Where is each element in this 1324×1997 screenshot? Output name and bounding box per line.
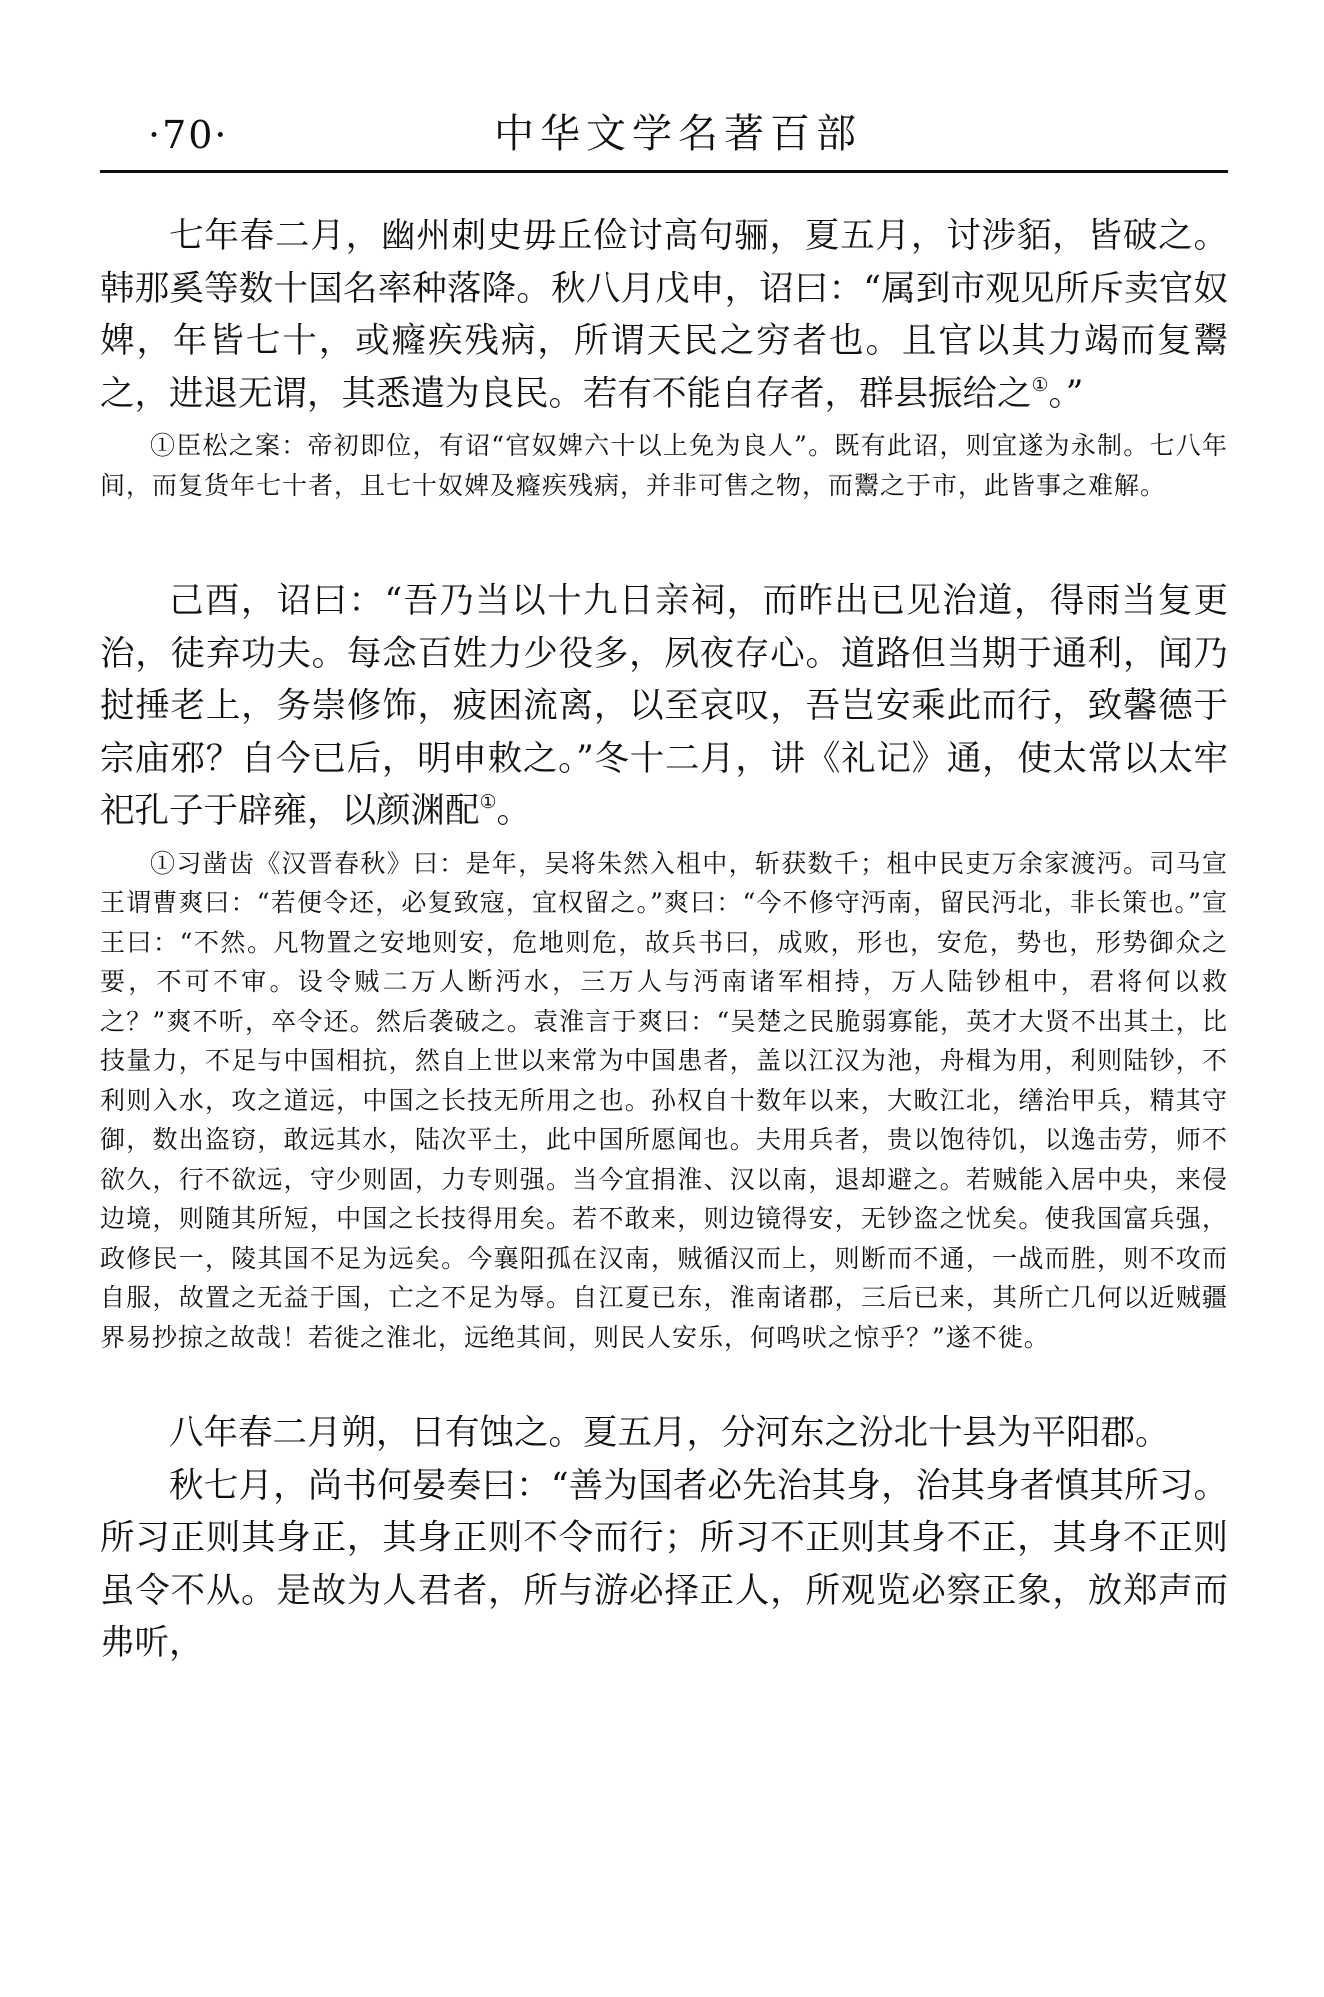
annotation-text: 习凿齿《汉晋春秋》曰：是年，吴将朱然入柤中，斩获数千；柤中民吏万余家渡沔。司马宣王谓曹爽曰：“若便令还，必复致寇，宜权留之。”爽曰：“今不修守沔南，留民沔北，非长策也。”宣王曰：“不然。凡物置之安地则安，危地则危，故兵书曰，成败，形也，安危，势也，形势御众之要，不可不审。设令贼二万人断沔水，三万人与沔南诸军相持，万人陆钞柤中，君将何以救之？”爽不听，卒令还。然后袭破之。袁淮言于爽曰：“吴楚之民脆弱寡能，英才大贤不出其土，比技量力，不足与中国相抗，然自上世以来常为中国患者，盖以江汉为池，舟楫为用，利则陆钞，不利则入水，攻之道远，中国之长技无所用之也。孙权自十数年以来，大畋江北，缮治甲兵，精其守御，数出盗窃，敢远其水，陆次平土，此中国所愿闻也。夫用兵者，贵以饱待饥，以逸击劳，师不欲久，行不欲远，守少则固，力专则强。当今宜捐淮、汉以南，退却避之。若贼能入居中央，来侵边境，则随其所短，中国之长技得用矣。若不敢来，则边镜得安，无钞盗之忧矣。使我国富兵强，政修民一，陵其国不足为远矣。今襄阳孤在汉南，贼循汉而上，则断而不通，一战而胜，则不攻而自服，故置之无益于国，亡之不足为辱。自江夏已东，淮南诸郡，三后已来，其所亡几何以近贼疆界易抄掠之故哉！若徙之淮北，远绝其间，则民人安乐，何鸣吠之惊乎？”遂不徙。 (100, 848, 1228, 1352)
spacer (100, 505, 1228, 575)
annotation-1 (100, 426, 1228, 505)
footnote-reference: ① (1031, 373, 1049, 396)
paragraph-text: 八年春二月朔，日有蚀之。夏五月，分河东之汾北十县为平阳郡。 (169, 1413, 1170, 1453)
book-title: 中华文学名著百部 (494, 111, 862, 157)
paragraph-year-8 (100, 1407, 1228, 1460)
annotation-text: 臣松之案：帝初即位，有诏“官奴婢六十以上免为良人”。既有此诏，则宜遂为永制。七八年间，而复货年七十者，且七十奴婢及癃疾残病，并非可售之物，而鬻之于市，此皆事之难解。 (100, 431, 1228, 500)
paragraph-tail: 。” (1048, 373, 1084, 414)
page-body (100, 210, 1228, 1670)
paragraph-text: 己酉，诏曰：“吾乃当以十九日亲祠，而昨出已见治道，得雨当复更治，徒弃功夫。每念百姓力少役多，夙夜存心。道路但当期于通利，闻乃挝捶老上，务崇修饰，疲困流离，以至哀叹，吾岂安乘此而行，致馨德于宗庙邪？自今已后，明申敕之。”冬十二月，讲《礼记》通，使太常以太牢祀孔子于辟雍，以颜渊配 (100, 581, 1228, 831)
paragraph-tail: 。 (496, 791, 532, 831)
spacer (100, 1357, 1228, 1407)
footnote-reference: ① (479, 791, 497, 813)
paragraph-jiyou-edict (100, 575, 1228, 838)
paragraph-text: 七年春二月，幽州刺史毋丘俭讨高句骊，夏五月，讨涉貊，皆破之。韩那奚等数十国名率种落降。秋八月戊申，诏曰：“属到市观见所斥卖官奴婢，年皆七十，或癃疾残病，所谓天民之穷者也。且官以其力竭而复鬻之，进退无谓，其悉遣为良民。若有不能自存者，群县振给之 (100, 216, 1228, 414)
annotation-marker: ① (150, 431, 177, 460)
header-rule (100, 170, 1228, 173)
page-header (100, 108, 1224, 168)
paragraph-text: 秋七月，尚书何晏奏曰：“善为国者必先治其身，治其身者慎其所习。所习正则其身正，其身正则不令而行；所习不正则其身不正，其身不正则虽令不从。是故为人君者，所与游必择正人，所观览必察正象，放郑声而弗听， (100, 1465, 1228, 1663)
annotation-marker: ① (150, 848, 177, 878)
paragraph-he-yan-memorial (100, 1460, 1228, 1670)
annotation-2 (100, 844, 1228, 1358)
page-number: ·70· (148, 113, 229, 157)
paragraph-year-7 (100, 210, 1228, 420)
